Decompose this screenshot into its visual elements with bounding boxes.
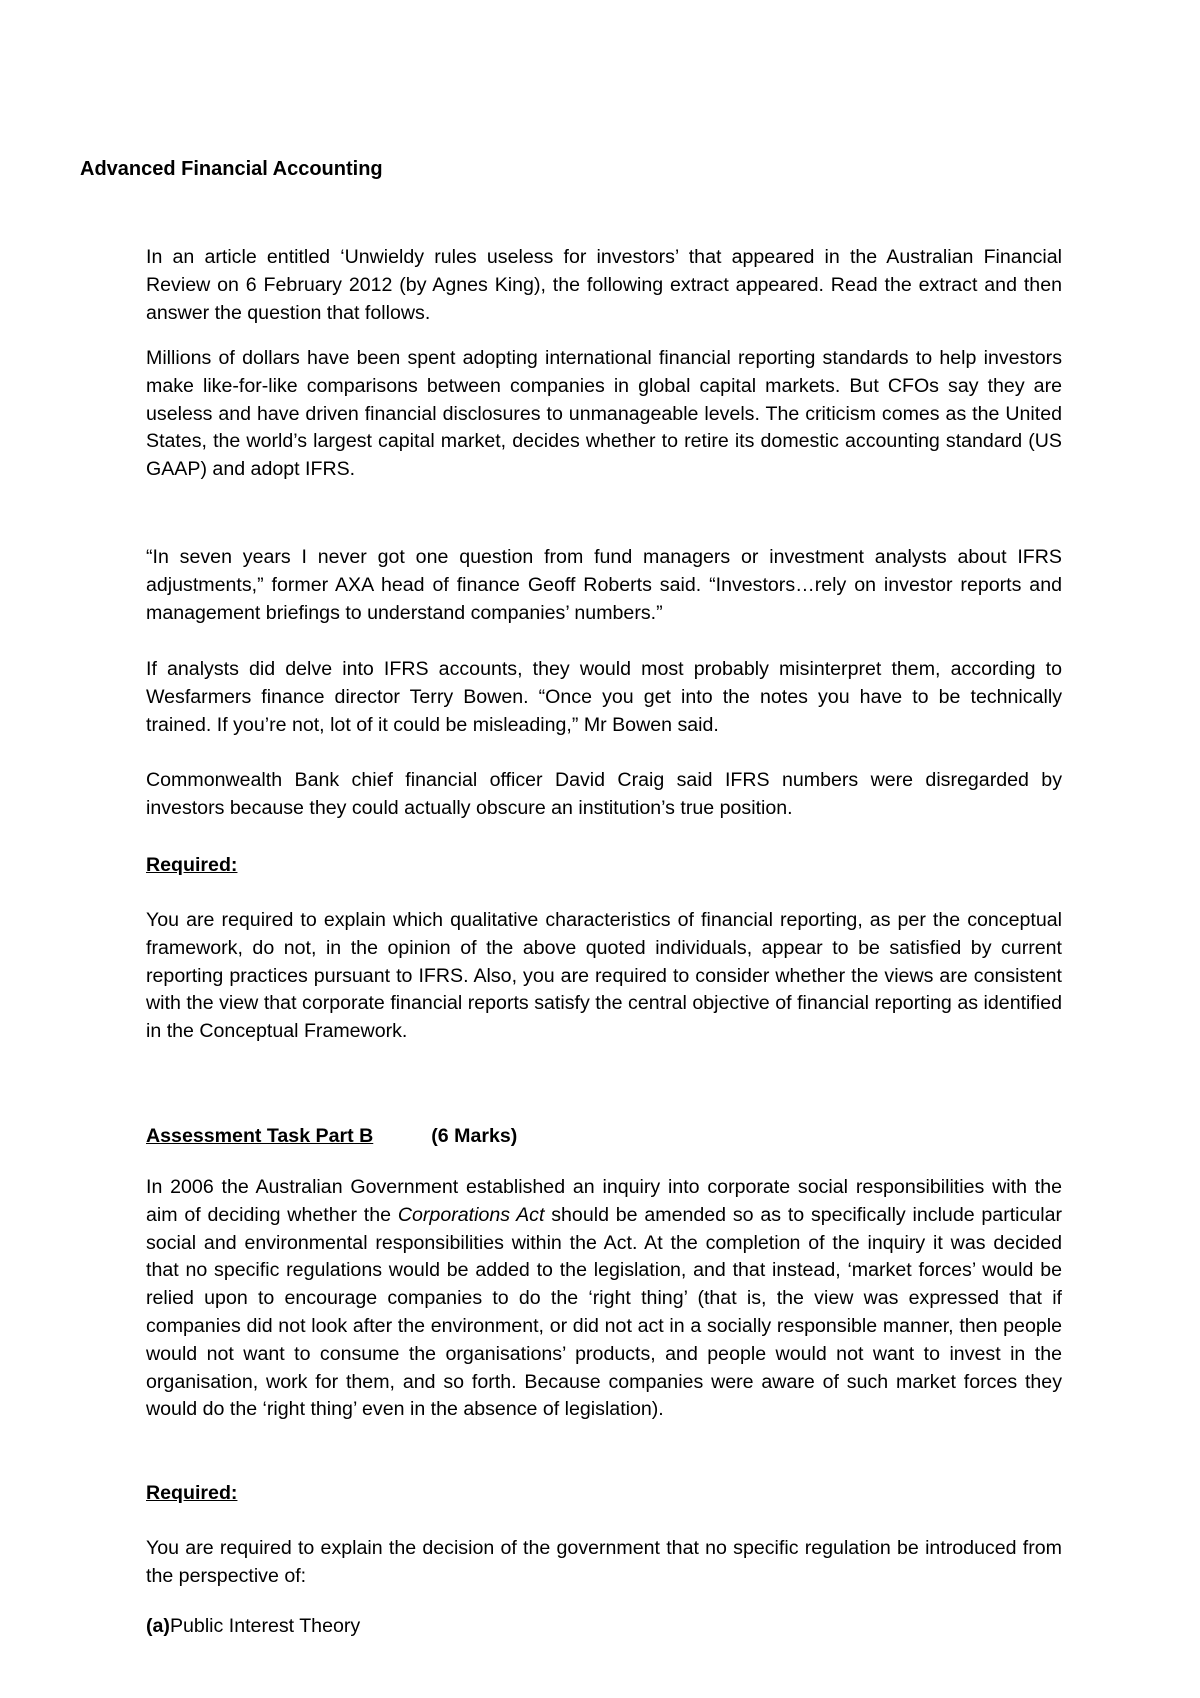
- part-b-required-text: You are required to explain the decision of the government that no specific regulation be introduced from the perspective of:: [146, 1537, 1062, 1587]
- part-b-heading: [146, 1122, 517, 1150]
- part-b-title: Assessment Task Part B: [146, 1125, 374, 1147]
- extract-paragraph-3: If analysts did delve into IFRS accounts, they would most probably misinterpret them, according to Wesfarmers finance director Terry Bowen. “Once you get into the notes you have to be technically trained. If you’re not, lot of it could be misleading,” Mr Bowen said.: [146, 658, 1062, 736]
- part-b-paragraph: [146, 1174, 1062, 1424]
- document-title: Advanced Financial Accounting: [80, 158, 383, 180]
- extract-paragraph-2: “In seven years I never got one question from fund managers or investment analysts about IFRS adjustments,” former AXA head of finance Geoff Roberts said. “Investors…rely on investor reports and management briefings to understand companies’ numbers.”: [146, 546, 1062, 624]
- part-a-required-heading: Required:: [146, 854, 238, 876]
- extract-paragraph-4: Commonwealth Bank chief financial officer David Craig said IFRS numbers were disregarded by investors because they could actually obscure an institution’s true position.: [146, 769, 1062, 819]
- part-b-marks: (6 Marks): [431, 1125, 518, 1147]
- intro-paragraph: In an article entitled ‘Unwieldy rules useless for investors’ that appeared in the Australian Financial Review on 6 February 2012 (by Agnes King), the following extract appeared. Read the extract and then answer the question that follows.: [146, 246, 1062, 324]
- part-b-item-a-text: Public Interest Theory: [169, 1615, 361, 1637]
- part-b-text-italic: Corporations Act: [397, 1203, 545, 1226]
- part-b-text-start: In 2006 the Australian Government established an inquiry into corporate social responsibilities with the aim of deciding whether the: [146, 1176, 1062, 1226]
- part-b-required-heading: Required:: [146, 1482, 238, 1504]
- part-a-required-text: You are required to explain which qualitative characteristics of financial reporting, as per the conceptual framework, do not, in the opinion of the above quoted individuals, appear to be satisfied by current reporting practices pursuant to IFRS. Also, you are required to consider whether the views are consistent with the view that corporate financial reports satisfy the central objective of financial reporting as identified in the Conceptual Framework.: [146, 909, 1062, 1043]
- part-b-item-a: [146, 1612, 360, 1640]
- extract-paragraph-1: Millions of dollars have been spent adopting international financial reporting standards to help investors make like-for-like comparisons between companies in global capital markets. But CFOs say they are useless and have driven financial disclosures to unmanageable levels. The criticism comes as the United States, the world’s largest capital market, decides whether to retire its domestic accounting standard (US GAAP) and adopt IFRS.: [146, 347, 1062, 481]
- part-b-item-a-label: (a): [146, 1615, 170, 1637]
- part-b-text-end: should be amended so as to specifically include particular social and environmental responsibilities within the Act. At the completion of the inquiry it was decided that no specific regulations would be added to the legislation, and that instead, ‘market forces’ would be relied upon to encourage companies to do the ‘right thing’ (that is, the view was expressed that if companies did not look after the environment, or did not act in a socially responsible manner, then people would not want to consume the organisations’ products, and people would not want to invest in the organisation, work for them, and so forth. Because companies were aware of such market forces they would do the ‘right thing’ even in the absence of legislation).: [146, 1203, 1062, 1421]
